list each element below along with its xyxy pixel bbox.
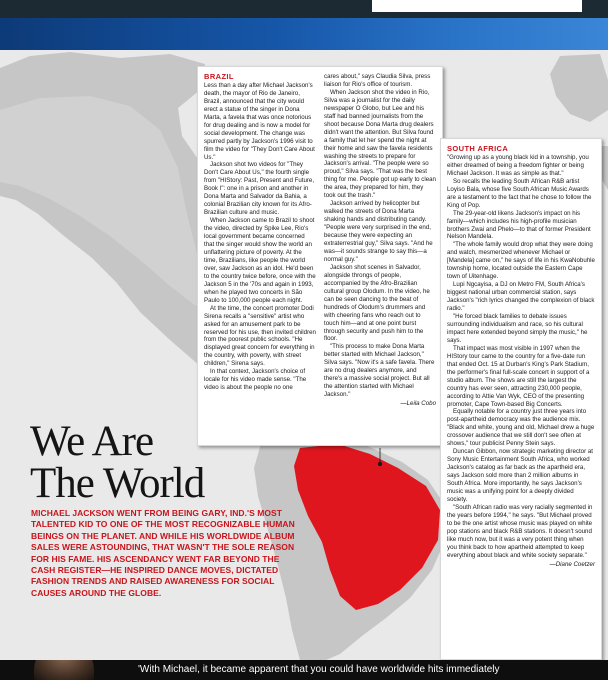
bottom-quote-bar: [0, 660, 608, 680]
south-africa-paragraph: That impact was most visible in 1997 when the HIStory tour came to the country for a five-date run that ended Oct. 15 at Durban's King's Park Stadium, the performer's final full-scale concert in support of a studio album. The shows are still the largest the country has ever seen, attracting 230,000 people, according to Attie Van Wyk, CEO of the presenting promoter, Cape Town-based Big Concerts.: [447, 344, 590, 408]
brazil-paragraph: When Jackson came to Brazil to shoot the video, directed by Spike Lee, Rio's local government became concerned that the singer would show the world an unflattering picture of poverty. At the time, Brazilians, like people the world over, saw Jackson as an idol. He'd been to the country twice before, once with the Jackson 5 in the '70s and again in 1993, when he played two concerts in São Paulo to 100,000 people each night.: [204, 217, 316, 304]
brazil-byline: —Leila Cobo: [400, 400, 436, 408]
top-white-slot: [372, 0, 582, 12]
south-africa-paragraph: The 29-year-old likens Jackson's impact on his family—which includes his high-profile musician brothers Zwai and Phelo—to that of former President Nelson Mandela.: [447, 209, 591, 241]
south-africa-paragraph: "Growing up as a young black kid in a township, you either dreamed of being a freedom fighter or being Michael Jackson. It was as simple as that.": [447, 153, 589, 177]
brazil-paragraph: In that context, Jackson's choice of locale for his video made sense. "The video is about the people no one: [204, 368, 307, 392]
headline: [30, 418, 205, 507]
brazil-paragraph: Jackson shot scenes in Salvador, alongside throngs of people, accompanied by the Afro-Brazilian cultural group Olodum. In the video, he can be seen dancing to the beat of hundreds of Olodum's drummers and with cheering fans who reach out to touch him—and at one point burst through security and push him to the floor.: [324, 263, 430, 343]
brazil-column-1: [204, 73, 316, 441]
brazil-paragraph: Less than a day after Michael Jackson's death, the mayor of Rio de Janeiro, Brazil, announced that the city would erect a statue of the singer in Dona Marta, a favela that was once notorious for drug dealing and is now a model for social development. The change was spurred partly by Jackson's 1996 visit to film the video for "They Don't Care About Us.": [204, 81, 315, 161]
headshot-photo: [34, 660, 94, 680]
brazil-paragraph: At the time, the concert promoter Dodi Sirena recalls a "sensitive" artist who asked for an amusement park to be reserved for his use, then invited children from the poorest public schools. "He displayed great concern for everything in the country, with poverty, with street children," Sirena says.: [204, 304, 316, 368]
south-africa-paragraph: Equally notable for a country just three years into post-apartheid democracy was the audience mix. "Black and white, young and old, Michael drew a huge crossover audience that we still don't see often at shows," tour publicist Penny Stein says.: [447, 408, 595, 448]
headline-line-2: The World: [30, 460, 205, 507]
south-africa-paragraph: Duncan Gibbon, now strategic marketing director at Sony Music Entertainment South Africa, who worked Jackson's catalog as far back as the apartheid era, says Jackson sold more than 2 million albums in South Africa. More importantly, he says Jackson's music was a unifying point for a deeply divided society.: [447, 448, 593, 503]
brazil-column-2: [324, 73, 436, 441]
europe-land: [550, 54, 608, 122]
south-africa-paragraph: "South African radio was very racially segmented in the years before 1994," he says. "But Michael proved to be the one artist whose music was played on white pop stations and black R&B stations. It doesn't sound like much now, but it was a very potent thing when you think back to how apartheid attempted to keep everything about black and white society separate.": [447, 503, 593, 559]
south-africa-story-box: [440, 138, 602, 660]
brazil-paragraph: cares about," says Claudia Silva, press liaison for Rio's office of tourism.: [324, 73, 431, 88]
south-africa-paragraph: "He forced black families to debate issues surrounding individualism and race, so his cultural impact here extended beyond simply the music," he says.: [447, 313, 588, 344]
top-banner: [0, 0, 608, 50]
south-africa-paragraph: Lupi Ngcayisa, a DJ on Metro FM, South Africa's biggest national urban commercial station, says Jackson's "rich lyrics changed the complexion of black radio.": [447, 281, 595, 313]
brazil-paragraph: "This process to make Dona Marta better started with Michael Jackson," Silva says. "Now it's a safe favela. There are no drug dealers anymore, and there's a massive social project. But all the attention started with Michael Jackson.": [324, 343, 435, 399]
pull-quote: 'With Michael, it became apparent that you could have worldwide hits immediately: [138, 664, 500, 675]
headline-line-1: We Are: [30, 418, 154, 465]
south-africa-paragraph: So recalls the leading South African R&B artist Loyiso Bala, whose five South African Music Awards are a testament to the fact that he chose to follow the King of Pop.: [447, 177, 592, 209]
south-africa-heading: SOUTH AFRICA: [447, 144, 509, 153]
brazil-story-box: [197, 66, 443, 446]
brazil-paragraph: Jackson shot two videos for "They Don't Care About Us," the fourth single from "HIStory: Past, Present and Future, Book I": one in a prison and another in Dona Marta and Salvador da Bahia, a colonial Brazilian city known for its Afro-Brazilian culture and music.: [204, 161, 315, 217]
brazil-heading: BRAZIL: [204, 73, 234, 81]
brazil-paragraph: When Jackson shot the video in Rio, Silva was a journalist for the daily newspaper O Globo, but Lee and his staff had banned journalists from the shoot because Dona Marta drug dealers didn't want the attention. But Silva found a family that let her spend the night at their home and saw the favela residents washing the streets to prepare for Jackson's arrival. "The people were so proud," Silva says. "That was the best thing for me. People got up early to clean the area, they prepared for him, they took out the trash.": [324, 88, 436, 200]
brazil-paragraph: Jackson arrived by helicopter but walked the streets of Dona Marta shaking hands and distributing candy. "People were very surprised in the end, because they were expecting an extraterrestrial guy," Silva says. "And he was—it sounds strange to say this—a normal guy.": [324, 200, 433, 263]
south-africa-paragraph: "The whole family would drop what they were doing and watch, mesmerized whenever Michael or [Mandela] came on," he says of life in his KwaNobuhle township home, located outside the Eastern Cape town of Uitenhage.: [447, 241, 595, 281]
south-africa-byline: —Diane Coetzer: [549, 560, 595, 568]
top-blue-band: [0, 18, 608, 50]
deck-intro: MICHAEL JACKSON WENT FROM BEING GARY, IND.'S MOST TALENTED KID TO ONE OF THE MOST RECOGNIZABLE HUMAN BEINGS ON THE PLANET. AND WHILE HIS WORLDWIDE ALBUM SALES WERE ASTOUNDING, THAT WASN'T THE SOLE REASON FOR HIS FAME. HIS ASCENDANCY WENT FAR BEYOND THE CASH REGISTER—HE INSPIRED DANCE MOVES, DICTATED FASHION TRENDS AND RAISED AWARENESS FOR SOCIAL CAUSES AROUND THE GLOBE.: [31, 508, 295, 598]
